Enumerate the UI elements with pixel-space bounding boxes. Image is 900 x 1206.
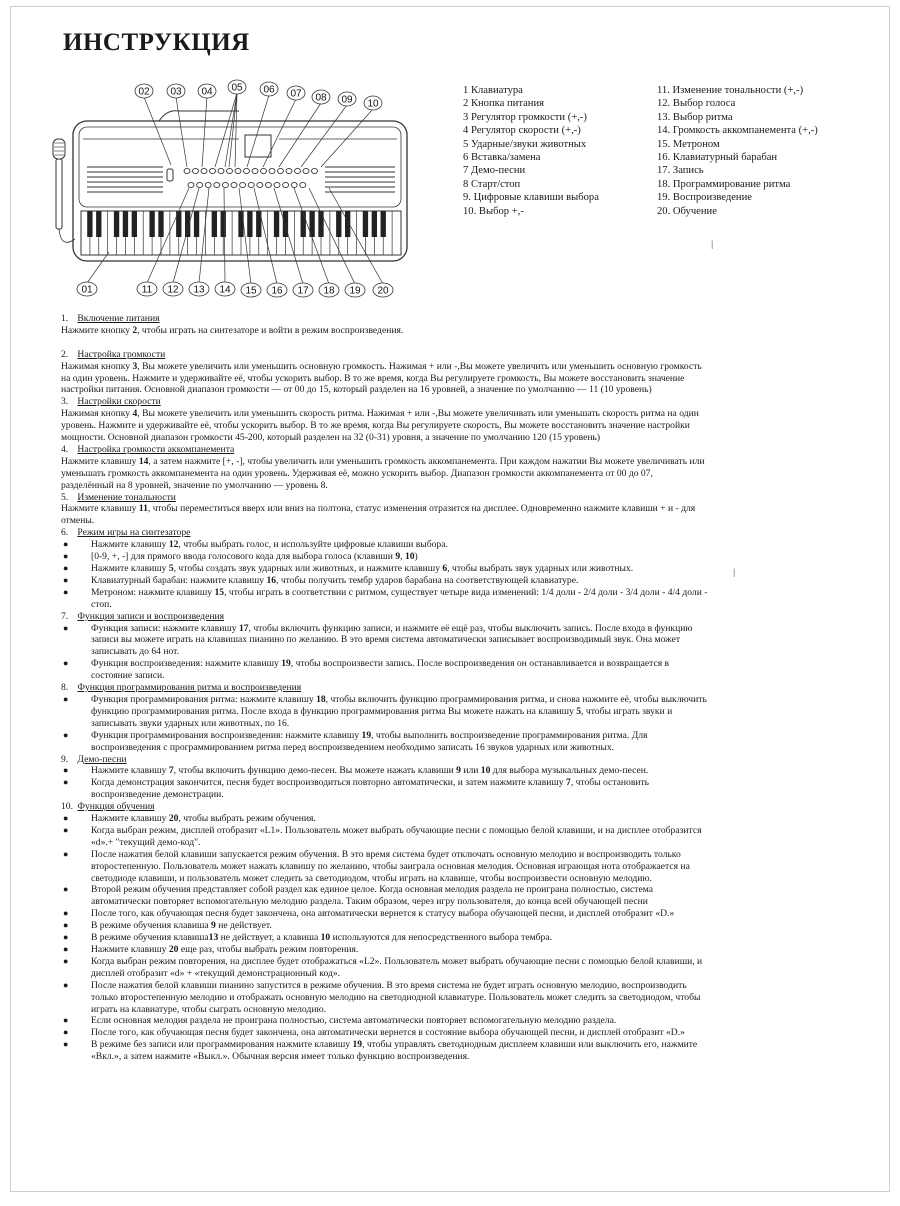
callout-label: 04 [201, 86, 213, 98]
legend-right-item: 17. Запись [657, 165, 704, 177]
panel-button [295, 168, 301, 173]
bullet-item: ● После нажатия белой клавиши пианино запустится в режиме обучения. В это время система не будет играть основную мелодию, воспроизводить [61, 980, 861, 992]
panel-button [193, 168, 199, 173]
scan-mark: | [733, 567, 736, 577]
legend-right-item: 16. Клавиатурный барабан [657, 152, 778, 164]
bullet-continuation: играть на клавиатуре, чтобы сыграть основную мелодию. [91, 1003, 327, 1015]
panel-button [231, 182, 237, 187]
panel-button [283, 182, 289, 187]
bullet-continuation: состояние записи. [91, 670, 165, 682]
paragraph-line: Нажмите кнопку 2, чтобы играть на синтезаторе и войти в режим воспроизведения. [61, 324, 404, 336]
callout-label: 05 [231, 82, 243, 94]
panel-button [291, 182, 297, 187]
section-number: 3. [61, 396, 69, 408]
section-number: 8. [61, 682, 69, 694]
section-number: 1. [61, 313, 69, 324]
legend-left-item: 3 Регулятор громкости (+,-) [463, 111, 587, 123]
bullet-item: ● Нажмите клавишу 7, чтобы включить функцию демо-песен. Вы можете нажать клавиши 9 или 10 для выбора музыкальных демо-песен. [61, 765, 861, 777]
black-key [158, 211, 163, 237]
section-title: Включение питания [77, 313, 160, 324]
paragraph-line: настройки питания. Основной диапазон громкости — от 00 до 15, который разделен на 16 уровней, а значение по умолчанию — 11 (10 уровень) [61, 384, 652, 396]
section-title: Функция обучения [77, 801, 155, 813]
bullet-item: ● Функция программирования ритма: нажмите клавишу 18, чтобы включить функцию программирования ритма, и снова нажмите её, чтобы выключить [61, 694, 861, 706]
legend-left-item: 7 Демо-песни [463, 165, 526, 177]
callout-label: 14 [219, 284, 231, 296]
black-key [194, 211, 199, 237]
bullet-item: ● Когда демонстрация закончится, песня будет воспроизводиться повторно автоматически, и затем нажмите клавишу 7, чтобы остановить [61, 777, 861, 789]
section-heading [61, 492, 861, 504]
panel-button [303, 168, 309, 173]
bullet-continuation: «Вкл.», а затем нажмите «Выкл.». Обычная версия имеет только функцию воспроизведения. [91, 1051, 470, 1063]
carry-handle [159, 111, 239, 121]
legend-left-item: 10. Выбор +,- [463, 205, 524, 217]
panel-button [300, 182, 306, 187]
panel-button [265, 182, 271, 187]
section-number: 7. [61, 610, 69, 622]
paragraph-line: Нажмите клавишу 11, чтобы переместиться вверх или вниз на полтона, статус изменения отразится на дисплее. Одновременно нажмите клавиши + и - для [61, 503, 696, 515]
display [245, 135, 271, 157]
panel-button [235, 168, 241, 173]
section-heading [61, 754, 861, 766]
section-number: 5. [61, 491, 69, 503]
section-title: Изменение тональности [77, 491, 176, 503]
bullet-continuation: только второстепенную мелодию и отображать основную мелодию на светодиодной клавиатуре. Пользователь может следить за светодиодом, чтобы [91, 991, 701, 1003]
callout-label: 19 [349, 285, 361, 297]
section [61, 754, 861, 802]
section-number: 10. [61, 801, 73, 813]
black-key [301, 211, 306, 237]
black-key [212, 211, 217, 237]
section-heading [61, 527, 861, 539]
paragraph-line: на один уровень. Нажмите и удерживайте её, чтобы ускорить выбор. В то же время, когда Вы регулируете громкость, Вы можете восстановить значение [61, 372, 685, 384]
panel-button [312, 168, 318, 173]
panel-button [197, 182, 203, 187]
callout-label: 20 [377, 285, 389, 297]
legend-left-item: 5 Ударные/звуки животных [463, 138, 587, 150]
bullet-item: ● Нажмите клавишу 12, чтобы выбрать голос, и используйте цифровые клавиши выбора. [61, 539, 861, 551]
legend-left-item: 8 Старт/стоп [463, 178, 521, 190]
legend-right-item: 13. Выбор ритма [657, 111, 733, 123]
panel-button [240, 182, 246, 187]
bullet-continuation: автоматически повторяет вспомогательную мелодию раздела. Таким образом, через игру пользователя, до конца всей обучающей песни [91, 896, 648, 908]
section [61, 682, 861, 753]
paragraph-line: разделённый на 8 уровней, значение по умолчанию — уровень 8. [61, 479, 328, 491]
callout-label: 16 [271, 285, 283, 297]
panel-button [205, 182, 211, 187]
panel-button [274, 182, 280, 187]
instruction-page [10, 6, 890, 1192]
panel-button [201, 168, 207, 173]
section-heading [61, 313, 861, 325]
bullet-continuation: воспроизведение демонстрации. [91, 789, 224, 801]
black-key [336, 211, 341, 237]
section [61, 396, 861, 444]
bullet-item: ● Нажмите клавишу 20, чтобы выбрать режим обучения. [61, 813, 861, 825]
legend-left-item: 9. Цифровые клавиши выбора [463, 192, 599, 204]
black-key [372, 211, 377, 237]
callout-label: 10 [367, 98, 379, 110]
section [61, 801, 861, 1063]
section [61, 527, 861, 610]
instruction-body [61, 313, 861, 1063]
paragraph-line: мощности. Основной диапазон громкости 45-200, который разделен на 32 (0-31) уровня, а значение по умолчанию 120 (15 уровень) [61, 432, 601, 444]
black-key [381, 211, 386, 237]
section-heading [61, 396, 861, 408]
section [61, 349, 861, 397]
callout-label: 03 [170, 86, 182, 98]
bullet-continuation: дисплей отобразит «d» + «текущий демонстрационный код». [91, 967, 341, 979]
scan-mark: | [711, 239, 714, 249]
callout-label: 18 [323, 285, 335, 297]
section-number: 2. [61, 348, 69, 360]
panel-button [278, 168, 284, 173]
callout-label: 11 [141, 284, 153, 296]
callout-label: 06 [263, 84, 275, 96]
microphone-head [53, 139, 65, 159]
section [61, 492, 861, 528]
black-key [221, 211, 226, 237]
callout-label: 15 [245, 285, 257, 297]
bullet-continuation: второстепенную. Пользователь может нажать клавишу по желанию, чтобы заиграла основная мелодия. Основная играющая нота отображается на [91, 860, 690, 872]
power-switch [167, 169, 173, 181]
section-number: 9. [61, 753, 69, 765]
panel-button [257, 182, 263, 187]
callout-label: 01 [81, 284, 93, 296]
legend-right-item: 20. Обучение [657, 205, 717, 217]
synthesizer-diagram [39, 79, 429, 305]
page-title: ИНСТРУКЦИЯ [63, 29, 250, 56]
legend-right-item: 12. Выбор голоса [657, 98, 736, 110]
legend-right-item: 14. Громкость аккомпанемента (+,-) [657, 125, 818, 137]
bullet-item: ● Функция программирования воспроизведения: нажмите клавишу 19, чтобы выполнить воспроизведение программирования ритма. Для [61, 730, 861, 742]
panel-button [261, 168, 267, 173]
paragraph-line: Нажимая кнопку 4, Вы можете увеличить или уменьшить скорость ритма. Нажимая + или -,Вы можете увеличивать или уменьшать скорость ритма на один [61, 408, 699, 420]
black-key [149, 211, 154, 237]
bullet-item: ● В режиме обучения клавиша13 не действует, а клавиша 10 используются для непосредственного выбора тембра. [61, 932, 861, 944]
paragraph-line: Нажмите клавишу 14, а затем нажмите [+, -], чтобы увеличить или уменьшить громкость аккомпанемента. При каждом нажатии Вы можете увеличивать или [61, 455, 705, 467]
section-heading [61, 611, 861, 623]
black-key [274, 211, 279, 237]
section-heading [61, 444, 861, 456]
panel-button [227, 168, 233, 173]
bullet-item: ● Клавиатурный барабан: нажмите клавишу 16, чтобы получить тембр ударов барабана на соответствующей клавиатуре. [61, 575, 861, 587]
bullet-item: ● Нажмите клавишу 20 еще раз, чтобы выбрать режим повторения. [61, 944, 861, 956]
bullet-item: ● Нажмите клавишу 5, чтобы создать звук ударных или животных, и нажмите клавишу 6, чтобы выбрать звук ударных или животных. [61, 563, 861, 575]
panel-button [218, 168, 224, 173]
bullet-item: ● После нажатия белой клавиши запускается режим обучения. В это время система будет отключать основную мелодию и воспроизводить только [61, 849, 861, 861]
legend-right-item: 11. Изменение тональности (+,-) [657, 85, 804, 96]
paragraph-line: уменьшать громкость аккомпанемента на один уровень. Удерживая её, можно ускорить выбор. Диапазон громкости аккомпанемента от 00 до 07, [61, 467, 653, 479]
legend-left-item: 2 Кнопка питания [463, 98, 544, 110]
black-key [238, 211, 243, 237]
callout-label: 12 [167, 284, 179, 296]
black-key [363, 211, 368, 237]
callout-label: 09 [341, 94, 353, 106]
section-heading [61, 801, 861, 813]
section [61, 444, 861, 492]
bullet-continuation: светодиоде клавиши, и пользователь может следить за светодиодом, чтобы играть на клавише, чтобы воспроизвести основную мелодию. [91, 872, 652, 884]
legend-right-item: 15. Метроном [657, 138, 720, 150]
bullet-continuation: записывать до 64 нот. [91, 646, 180, 658]
legend-right [657, 84, 818, 218]
panel-button [252, 168, 258, 173]
panel-button [286, 168, 292, 173]
paragraph-line: уровень. Нажмите и удерживайте её, чтобы ускорить выбор. В то же время, когда Вы регулируете скорость, Вы можете восстановить значение настройки [61, 420, 690, 432]
black-key [114, 211, 119, 237]
black-key [123, 211, 128, 237]
callout-label: 08 [315, 92, 327, 104]
bullet-continuation: стоп. [91, 598, 112, 610]
bullet-continuation: записи вы можете играть на клавишах пианино по желанию. В это время система автоматически записывает воспроизводимый звук. Она может [91, 634, 681, 646]
microphone-handle [56, 159, 62, 229]
bullet-continuation: записывать звуки ударных или животных, по 16. [91, 717, 290, 729]
section-title: Режим игры на синтезаторе [77, 527, 191, 539]
paragraph-line: Нажимая кнопку 3, Вы можете увеличить или уменьшить основную громкость. Нажимая + или -,Вы можете увеличить или уменьшить основную громкость [61, 360, 702, 372]
panel-button [210, 168, 216, 173]
legend-right-item: 18. Программирование ритма [657, 178, 791, 190]
section-title: Настройки скорости [77, 396, 161, 408]
panel-button [214, 182, 220, 187]
section-title: Функция программирования ритма и воспроизведения [77, 682, 302, 694]
bullet-item: ● Функция записи: нажмите клавишу 17, чтобы включить функцию записи, и нажмите её ещё раз, чтобы выключить запись. После входа в функцию [61, 623, 861, 635]
bullet-item: ● Когда выбран режим повторения, на дисплее будет отображаться «L2». Пользователь может выбрать обучающие песни с помощью белой клавиши, и [61, 956, 861, 968]
callout-label: 13 [193, 284, 205, 296]
bullet-item: ● Второй режим обучения представляет собой раздел как единое целое. Когда основная мелодия раздела не проиграна полностью, система [61, 884, 861, 896]
bullet-item: ● В режиме обучения клавиша 9 не действует. [61, 920, 861, 932]
bullet-item: ● Если основная мелодия раздела не проиграна полностью, система автоматически повторяет вспомогательную мелодию раздела. [61, 1015, 861, 1027]
callout-label: 07 [290, 88, 302, 100]
section-heading [61, 682, 861, 694]
bullet-continuation: «d».+ "текущий демо-код". [91, 836, 201, 848]
black-key [96, 211, 101, 237]
callout-label: 17 [297, 285, 309, 297]
bullet-item: ● Когда выбран режим, дисплей отобразит «L1». Пользователь может выбрать обучающие песни с помощью белой клавиши, и на дисплее отобразится [61, 825, 861, 837]
bullet-item: ● Функция воспроизведения: нажмите клавишу 19, чтобы воспроизвести запись. После воспроизведения он останавливается и возвращается в [61, 658, 861, 670]
panel-button [222, 182, 228, 187]
section [61, 313, 861, 337]
bullet-item: ● Метроном: нажмите клавишу 15, чтобы играть в соответствии с ритмом, существует четыре вида изменений: 1/4 доли - 2/4 доли - 3/4 доли - 4/4 доли - [61, 587, 861, 599]
legend-left [463, 84, 599, 218]
section-title: Демо-песни [77, 753, 127, 765]
legend-left-item: 6 Вставка/замена [463, 152, 541, 164]
panel-button [269, 168, 275, 173]
panel-button [188, 182, 194, 187]
bullet-item: ● [0-9, +, -] для прямого ввода голосового кода для выбора голоса (клавиши 9, 10) [61, 551, 861, 563]
legend-left-item: 4 Регулятор скорости (+,-) [463, 125, 581, 137]
legend-right-item: 19. Воспроизведение [657, 192, 752, 204]
paragraph-line: отмены. [61, 515, 95, 527]
section-title: Настройка громкости аккомпанемента [77, 443, 235, 455]
black-key [247, 211, 252, 237]
black-key [87, 211, 92, 237]
bullet-continuation: воспроизведения с программированием ритма перед воспроизведением необходимо записать 16 звуков ударных или животных. [91, 741, 615, 753]
section-number: 6. [61, 527, 69, 539]
section-number: 4. [61, 443, 69, 455]
callout-label: 02 [138, 86, 150, 98]
bullet-item: ● В режиме без записи или программирования нажмите клавишу 19, чтобы управлять светодиодным дисплеем клавиши или выключить его, нажмите [61, 1039, 861, 1051]
panel-button [244, 168, 250, 173]
panel-button [248, 182, 254, 187]
legend-left-item: 1 Клавиатура [463, 85, 523, 96]
bullet-item: ● После того, как обучающая песня будет закончена, она автоматически вернется в состояние выбора обучающей песни, и дисплей отобразит «D.» [61, 1027, 861, 1039]
bullet-continuation: функцию программирования ритма. После входа в функцию программирования ритма Вы можете нажать на клавишу 5, чтобы играть звуки и [91, 705, 673, 717]
black-key [318, 211, 323, 237]
panel-button [184, 168, 190, 173]
section [61, 611, 861, 682]
section-title: Функция записи и воспроизведения [77, 610, 225, 622]
section-title: Настройка громкости [77, 348, 166, 360]
section-heading [61, 349, 861, 361]
black-key [185, 211, 190, 237]
bullet-item: ● После того, как обучающая песня будет закончена, она автоматически вернется к статусу выбора обучающей песни, и дисплей отобразит «D.» [61, 908, 861, 920]
black-key [132, 211, 137, 237]
